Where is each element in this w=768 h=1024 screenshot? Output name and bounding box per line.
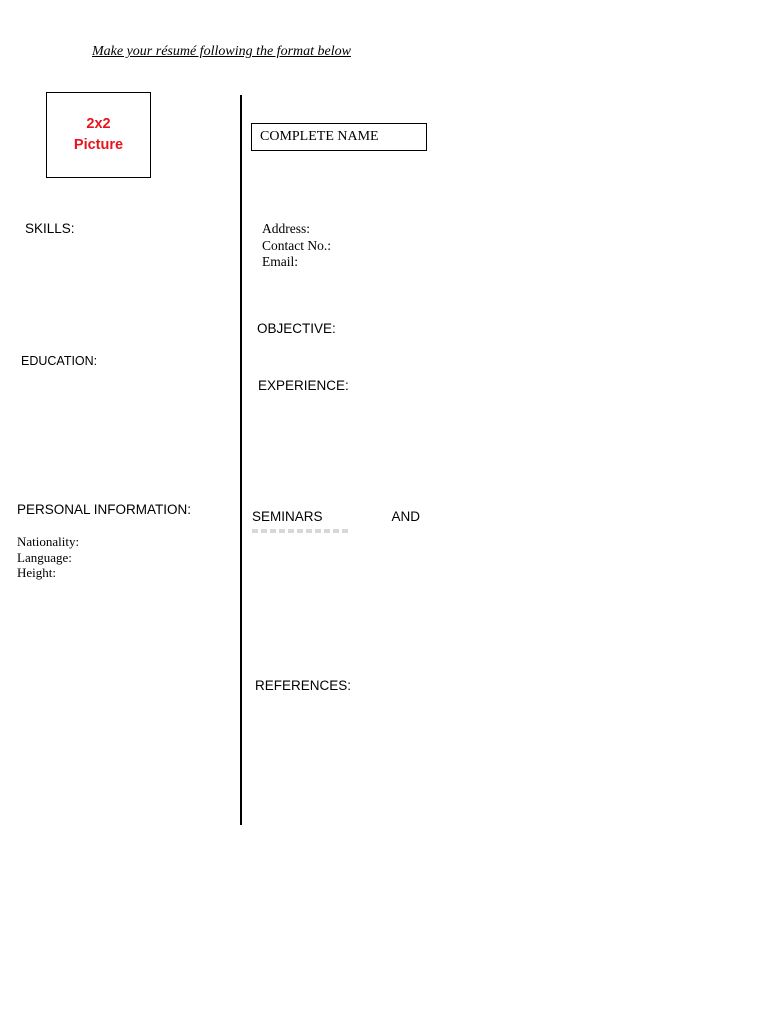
column-divider	[240, 95, 242, 825]
contact-block	[262, 221, 331, 271]
clipped-text-line	[252, 529, 348, 533]
address-label: Address:	[262, 221, 310, 236]
personal-information-heading: PERSONAL INFORMATION:	[17, 502, 192, 517]
references-heading: REFERENCES:	[255, 678, 352, 693]
photo-placeholder	[46, 92, 151, 178]
experience-heading: EXPERIENCE:	[258, 378, 349, 393]
skills-heading: SKILLS:	[25, 221, 75, 236]
instruction-text: Make your résumé following the format below	[92, 44, 351, 59]
email-label: Email:	[262, 254, 298, 269]
language-label: Language:	[17, 549, 72, 565]
and-word: AND	[391, 509, 420, 524]
contact-no-label: Contact No.:	[262, 237, 331, 253]
complete-name-box: COMPLETE NAME	[251, 123, 427, 151]
nationality-label: Nationality:	[17, 534, 80, 549]
photo-picture-label: Picture	[73, 137, 124, 153]
height-label: Height:	[17, 565, 56, 580]
education-heading: EDUCATION:	[21, 354, 98, 368]
objective-heading: OBJECTIVE:	[257, 321, 336, 336]
personal-fields	[17, 534, 79, 581]
seminars-word: SEMINARS	[252, 509, 323, 524]
photo-size-label: 2x2	[86, 116, 111, 132]
seminars-heading	[252, 509, 420, 524]
